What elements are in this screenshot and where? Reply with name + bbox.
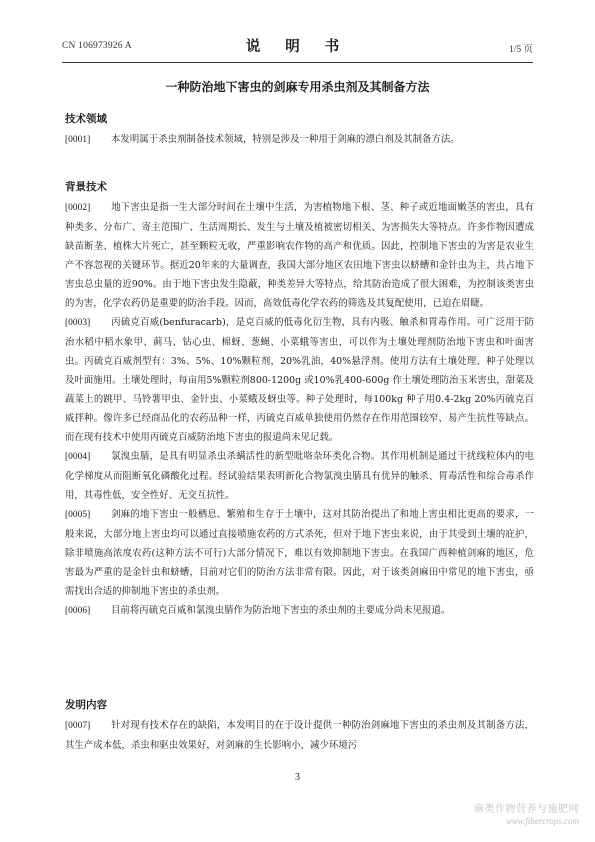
paragraph bbox=[65, 601, 534, 621]
paragraph bbox=[65, 313, 534, 447]
section-heading: 背景技术 bbox=[65, 181, 107, 193]
header-title: 说 明 书 bbox=[245, 38, 350, 55]
section-background bbox=[65, 179, 534, 621]
paragraph-number: [0005] bbox=[65, 510, 91, 520]
paragraph-number: [0006] bbox=[65, 606, 91, 616]
paragraph-number: [0004] bbox=[65, 452, 91, 462]
section-heading: 发明内容 bbox=[65, 699, 107, 711]
paragraph-text: 剑麻的地下害虫一般栖息、繁殖和生存于土壤中，这对其防治提出了和地上害虫相比更高的要求，一般来说，大部分地上害虫均可以通过直接喷施农药的方式杀死，但对于地下害虫来说，由于其受到土壤的庇护，除非喷施高浓度农药(这种方法不可行)大部分情况下，难以有效抑制地下害虫。在我国广西种植剑麻的地区，危害最为严重的是金针虫和蛴螬，目前对它们的防治方法非常有限。因此，对于该类剑麻田中常见的地下害虫，亟需找出合适的抑制地下害虫的杀虫剂。 bbox=[65, 509, 534, 597]
paragraph bbox=[65, 198, 534, 313]
section-technical-field bbox=[65, 111, 534, 150]
paragraph-text: 目前将丙硫克百威和氯溴虫腈作为防治地下害虫的杀虫剂的主要成分尚未见报道。 bbox=[111, 605, 451, 616]
paragraph-number: [0002] bbox=[65, 203, 91, 213]
paragraph bbox=[65, 130, 534, 150]
watermark-site-name: 麻类作物营养与施肥网 bbox=[474, 804, 579, 815]
paragraph-text: 地下害虫是指一生大部分时间在土壤中生活，为害植物地下根、茎、种子或近地面嫩茎的害虫，具有种类多、分布广、寄主范围广、生活周期长、发生与土壤及植被密切相关、为害损失大等特点。许多作物因遭成缺苗断垄、植株大片死亡，甚至颗粒无收，严重影响农作物的高产和优质。因此，控制地下害虫的为害是农业生产不容忽视的关键环节。据近20年来的大量调查，我国大部分地区农田地下害虫以蛴螬和金针虫为主，共占地下害虫总虫量的近90%。由于地下害虫发生隐蔽，种类差异大等特点，给其防治造成了很大困难，为控制该类害虫的为害，化学农药仍是重要的防治手段。因而，高效低毒化学农药的筛选及其复配使用，已迫在眉睫。 bbox=[65, 202, 534, 309]
paragraph-number: [0003] bbox=[65, 318, 91, 328]
paragraph-number: [0007] bbox=[65, 721, 91, 731]
section-summary bbox=[65, 697, 534, 755]
paragraph-text: 本发明属于杀虫剂制备技术领域，特别是涉及一种用于剑麻的漂白剂及其制备方法。 bbox=[111, 134, 460, 145]
paragraph-text: 针对现有技术存在的缺陷，本发明目的在于设计提供一种防治剑麻地下害虫的杀虫剂及其制备方法，其生产成本低，杀虫和驱虫效果好，对剑麻的生长影响小，减少环境污 bbox=[65, 720, 534, 751]
watermark-url: www.fibercrops.com bbox=[505, 816, 579, 826]
paragraph-text: 氯溴虫腈，是具有明显杀虫杀螨活性的新型吡咯杂环类化合物。其作用机制是通过干扰线粒体内的电化学梯度从而阻断氧化磷酸化过程。经试验结果表明新化合物氯溴虫腈具有优异的触杀、胃毒活性和综合毒杀作用，其毒性低，安全性好、无交互抗性。 bbox=[65, 451, 534, 501]
paragraph bbox=[65, 505, 534, 601]
paragraph-text: 丙硫克百威(benfuracarb)，是克百威的低毒化衍生物，具有内吸、触杀和胃毒作用。可广泛用于防治水稻中稻水象甲、蓟马、钻心虫、棉蚜、葱蝇、小菜蛾等害虫，可以作为土壤处理剂防治地下害虫和叶面害虫。丙硫克百威剂型有：3%、5%、10%颗粒剂，20%乳油，40%悬浮剂。使用方法有土壤处理、种子处理以及叶面施用。土壤处理时，每亩用5%颗粒剂800-1200g 或10%乳400-600g 作土壤处理防治玉米害虫，甜菜及蔬菜上的跳甲、马铃薯甲虫、金针虫、小菜蛾及蚜虫等。种子处理时，每100kg 种子用0.4-2kg 20%丙硫克百威拌种。像许多已经商品化的农药品种一样，丙硫克百威单独使用仍然存在作用范围较窄、易产生抗性等缺点。而在现有技术中使用丙硫克百威防治地下害虫的报道尚未见记载。 bbox=[65, 317, 534, 443]
page-number: 3 bbox=[295, 772, 300, 783]
watermark bbox=[474, 800, 579, 826]
header-divider bbox=[62, 62, 533, 63]
document-title: 一种防治地下害虫的剑麻专用杀虫剂及其制备方法 bbox=[165, 80, 430, 94]
paragraph-number: [0001] bbox=[65, 135, 91, 145]
patent-number: CN 106973926 A bbox=[62, 41, 132, 51]
page-header bbox=[62, 34, 533, 60]
paragraph bbox=[65, 447, 534, 505]
page-count: 1/5 页 bbox=[508, 45, 533, 55]
section-heading: 技术领域 bbox=[65, 113, 107, 125]
paragraph bbox=[65, 716, 534, 755]
